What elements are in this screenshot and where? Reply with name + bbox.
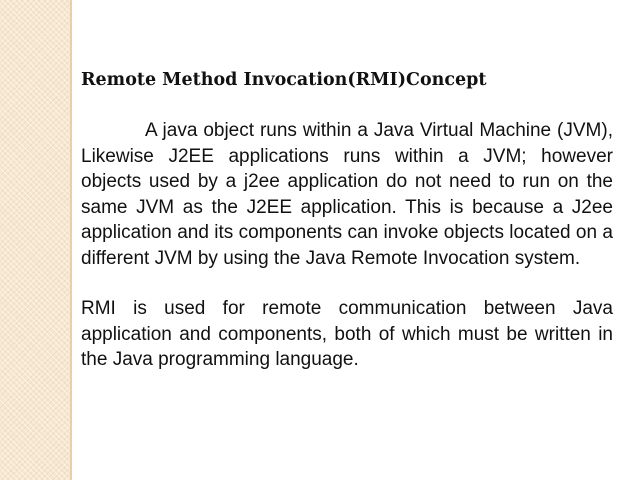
slide-body <box>81 118 613 373</box>
slide-title: Remote Method Invocation(RMI)Concept <box>81 70 487 90</box>
body-paragraph-1: A java object runs within a Java Virtual Machine (JVM), Likewise J2EE applications runs within a JVM; however objects used by a j2ee application do not need to run on the same JVM as the J2EE application. This is because a J2ee application and its components can invoke objects located on a different JVM by using the Java Remote Invocation system. <box>81 120 613 269</box>
decorative-side-band <box>0 0 70 480</box>
side-band-edge <box>70 0 72 480</box>
body-paragraph-2: RMI is used for remote communication between Java application and components, both of which must be written in the Java programming language. <box>81 298 613 370</box>
